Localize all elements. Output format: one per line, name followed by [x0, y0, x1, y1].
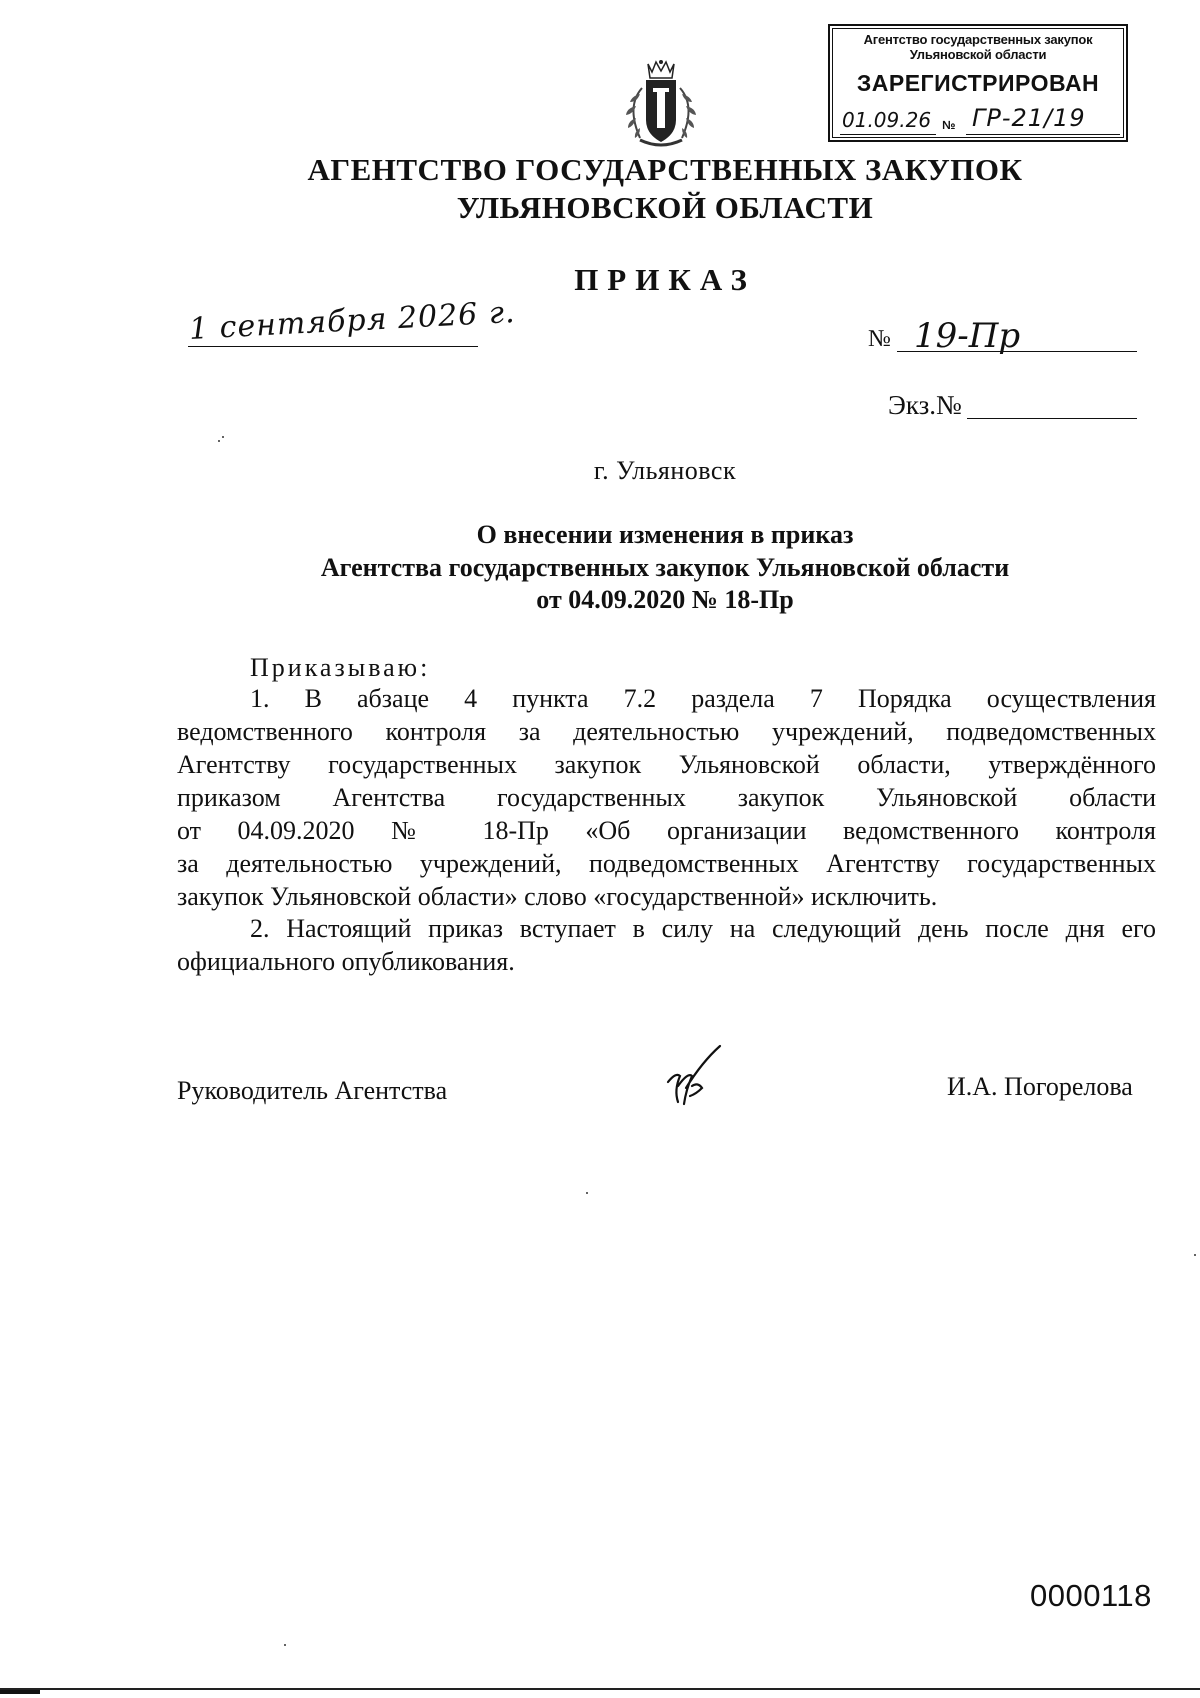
- scan-bottom-edge: [0, 1688, 1200, 1690]
- stamp-registered: ЗАРЕГИСТРИРОВАН: [856, 70, 1100, 96]
- subject-line3: от 04.09.2020 № 18-Пр: [536, 585, 794, 614]
- stamp-date-line: [840, 134, 936, 135]
- handwritten-date: 1 сентября 2026 г.: [188, 294, 517, 347]
- body-line: официального опубликования.: [177, 947, 515, 976]
- scan-speck: [218, 440, 220, 442]
- document-type-title: ПРИКАЗ: [574, 262, 756, 297]
- orders-word: Приказываю:: [250, 653, 431, 682]
- scan-corner-mark: [0, 1690, 40, 1694]
- stamp-number-label: №: [942, 118, 956, 132]
- registration-stamp: [828, 24, 1128, 142]
- handwritten-signature: [662, 1042, 732, 1108]
- body-line: 1. В абзаце 4 пункта 7.2 раздела 7 Порядка осуществления: [250, 684, 1156, 713]
- stamp-number: ГР-21/19: [972, 104, 1086, 132]
- ulyanovsk-coat-of-arms-icon: [612, 58, 710, 150]
- copy-number-label: Экз.№: [888, 390, 962, 420]
- agency-name-line2: УЛЬЯНОВСКОЙ ОБЛАСТИ: [456, 190, 874, 225]
- subject-line1: О внесении изменения в приказ: [476, 520, 854, 549]
- order-number-underline: [897, 351, 1137, 352]
- body-line: 2. Настоящий приказ вступает в силу на следующий день после дня его: [250, 914, 1156, 943]
- signatory-name: И.А. Погорелова: [947, 1072, 1133, 1101]
- scan-speck: [586, 1192, 588, 1194]
- body-line: ведомственного контроля за деятельностью учреждений, подведомственных: [177, 717, 1156, 746]
- date-underline: [188, 346, 478, 347]
- scan-speck: [1194, 1254, 1196, 1256]
- handwritten-order-number: 19-Пр: [914, 316, 1021, 356]
- stamp-number-line: [966, 134, 1120, 135]
- copy-number-underline: [967, 418, 1137, 419]
- agency-name-line1: АГЕНТСТВО ГОСУДАРСТВЕННЫХ ЗАКУПОК: [307, 152, 1023, 187]
- body-line: от 04.09.2020 № 18-Пр «Об организации ведомственного контроля: [177, 816, 1156, 845]
- form-serial-number: 0000118: [1030, 1578, 1152, 1613]
- scan-speck: [222, 436, 224, 438]
- stamp-org-line2: Ульяновской области: [909, 47, 1047, 62]
- body-line: Агентству государственных закупок Ульяновской области, утверждённого: [177, 750, 1156, 779]
- order-number-label: №: [868, 326, 891, 352]
- signatory-title: Руководитель Агентства: [177, 1076, 448, 1105]
- scan-speck: [284, 1644, 286, 1646]
- body-line: за деятельностью учреждений, подведомственных Агентству государственных: [177, 849, 1156, 878]
- city: г. Ульяновск: [593, 456, 737, 485]
- stamp-date: 01.09.26: [842, 108, 932, 132]
- body-line: приказом Агентства государственных закупок Ульяновской области: [177, 783, 1156, 812]
- body-line: закупок Ульяновской области» слово «государственной» исключить.: [177, 882, 938, 911]
- subject-line2: Агентства государственных закупок Ульяновской области: [320, 553, 1010, 582]
- stamp-org-line1: Агентство государственных закупок: [863, 32, 1093, 47]
